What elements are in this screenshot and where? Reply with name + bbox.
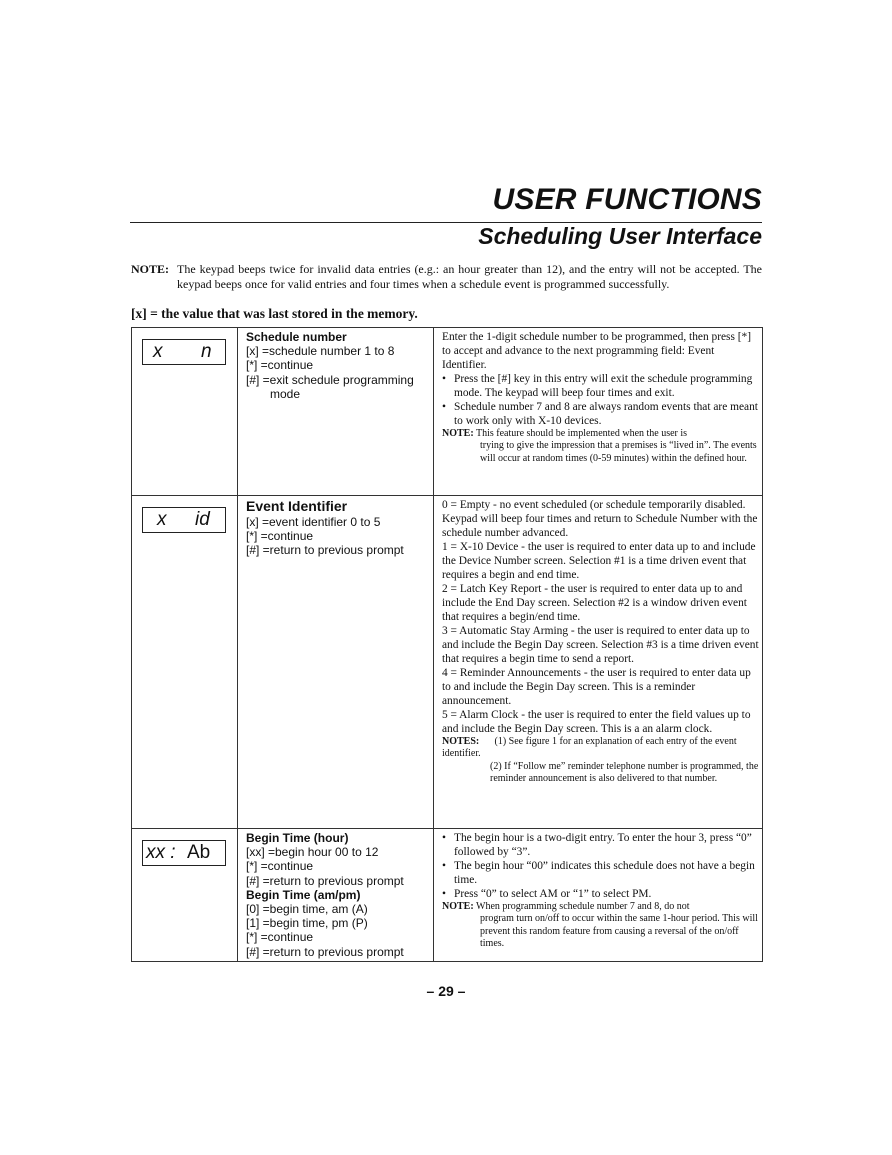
prompt-heading: Event Identifier — [246, 498, 348, 514]
desc-note-rest: trying to give the impression that a premises is “lived in”. The events will occur at random times (0-59 minutes) within the defined hour. — [480, 440, 757, 464]
desc-note-first: This feature should be implemented when the user is — [476, 428, 688, 439]
description-cell — [434, 496, 763, 829]
note-text: If “Follow me” reminder telephone number is programmed, the reminder announcement is also delivered to that number. — [490, 760, 759, 785]
prompt-line: [x] =schedule number 1 to 8 — [246, 344, 395, 359]
description-cell — [434, 829, 763, 962]
desc-paragraph: 5 = Alarm Clock - the user is required to enter the field values up to and include the Begin Day screen. This is a an alarm clock. — [442, 709, 751, 735]
prompt-line: [#] =exit schedule programming — [246, 372, 414, 387]
display-right: id — [195, 509, 210, 530]
prompt-cell — [238, 328, 434, 496]
desc-notes-item — [442, 761, 759, 786]
desc-notes — [442, 736, 759, 761]
note-text: See figure 1 for an explanation of each entry of the event identifier. — [442, 736, 737, 760]
prompt-heading: Begin Time (hour) — [246, 831, 349, 845]
keypad-display — [142, 840, 226, 866]
desc-note — [442, 428, 759, 465]
note-number: (2) — [490, 760, 502, 772]
display-left: x — [157, 509, 167, 530]
display-right: n — [201, 341, 212, 362]
desc-paragraph: 3 = Automatic Stay Arming - the user is required to enter data up to and include the Begin Day screen. Selection #3 is a time driven event that requires a begin time to send a report. — [442, 625, 759, 665]
desc-note-first: When programming schedule number 7 and 8, do not — [476, 901, 690, 912]
desc-paragraph: 2 = Latch Key Report - the user is required to enter data up to and include the End Day screen. Selection #2 is a window driven event that requires a begin/end time. — [442, 583, 747, 623]
prompt-line: [#] =return to previous prompt — [246, 944, 404, 959]
table-row — [132, 496, 763, 829]
desc-paragraph: 1 = X-10 Device - the user is required to enter data up to and include the Device Number screen. Selection #1 is a time driven event that requires a begin and end time. — [442, 541, 756, 581]
desc-note-label: NOTE: — [442, 901, 474, 912]
list-item: • Schedule number 7 and 8 are always random events that are meant to work only with X-10 devices. — [442, 400, 759, 428]
list-item: • The begin hour “00” indicates this schedule does not have a begin time. — [442, 859, 759, 887]
intro-note — [131, 262, 762, 292]
keypad-display — [142, 339, 226, 365]
display-left: xx : — [146, 842, 176, 863]
display-cell — [132, 328, 238, 496]
table-row — [132, 829, 763, 962]
memory-legend: [x] = the value that was last stored in the memory. — [131, 306, 418, 321]
prompt-line: [1] =begin time, pm (P) — [246, 916, 368, 931]
prompt-line: [*] =continue — [246, 358, 314, 373]
desc-paragraph: Enter the 1-digit schedule number to be programmed, then press [*] to accept and advance to the next programming field: Event Identifier. — [442, 331, 752, 371]
table-row — [132, 328, 763, 496]
prompt-line: [#] =return to previous prompt — [246, 543, 404, 558]
keypad-display — [142, 507, 226, 533]
note-number: (1) — [494, 736, 507, 747]
prompt-heading: Schedule number — [246, 330, 347, 344]
page-title: USER FUNCTIONS — [492, 183, 762, 216]
prompt-line: [xx] =begin hour 00 to 12 — [246, 845, 379, 860]
prompt-line: [*] =continue — [246, 859, 314, 874]
prompt-line: [*] =continue — [246, 529, 314, 544]
prompt-line: mode — [270, 386, 301, 401]
schedule-table — [131, 327, 763, 962]
note-label: NOTE: — [131, 262, 170, 276]
desc-note — [442, 901, 759, 951]
prompt-cell — [238, 496, 434, 829]
prompt-line: [#] =return to previous prompt — [246, 873, 404, 888]
display-left: x — [153, 341, 163, 362]
desc-paragraph: 4 = Reminder Announcements - the user is required to enter data up to and include the Begin Day screen. This is a reminder announcement. — [442, 667, 751, 707]
display-cell — [132, 496, 238, 829]
description-cell — [434, 328, 763, 496]
desc-note-rest: program turn on/off to occur within the same 1-hour period. This will prevent this random feature from causing a reversal of the on/off times. — [480, 913, 758, 950]
notes-label: NOTES: — [442, 736, 480, 747]
prompt-line: [*] =continue — [246, 930, 314, 945]
display-cell — [132, 829, 238, 962]
prompt-line: [x] =event identifier 0 to 5 — [246, 515, 381, 529]
list-item: • Press “0” to select AM or “1” to select PM. — [442, 887, 759, 901]
desc-paragraph: 0 = Empty - no event scheduled (or schedule temporarily disabled. Keypad will beep four times and return to Schedule Number with the schedule number advanced. — [442, 499, 758, 539]
page-number: – 29 – — [426, 983, 466, 999]
page-subtitle: Scheduling User Interface — [478, 223, 762, 249]
prompt-cell — [238, 829, 434, 962]
display-right: Ab — [187, 842, 211, 863]
prompt-line: [0] =begin time, am (A) — [246, 902, 368, 917]
list-item: • The begin hour is a two-digit entry. To enter the hour 3, press “0” followed by “3”. — [442, 831, 759, 859]
prompt-heading-2: Begin Time (am/pm) — [246, 887, 361, 902]
desc-note-label: NOTE: — [442, 428, 474, 439]
note-text: The keypad beeps twice for invalid data entries (e.g.: an hour greater than 12), and the entry will not be accepted. The keypad beeps once for valid entries and four times when a schedule event is programmed successfully. — [177, 262, 762, 291]
list-item: • Press the [#] key in this entry will exit the schedule programming mode. The keypad will beep four times and exit. — [442, 372, 759, 400]
